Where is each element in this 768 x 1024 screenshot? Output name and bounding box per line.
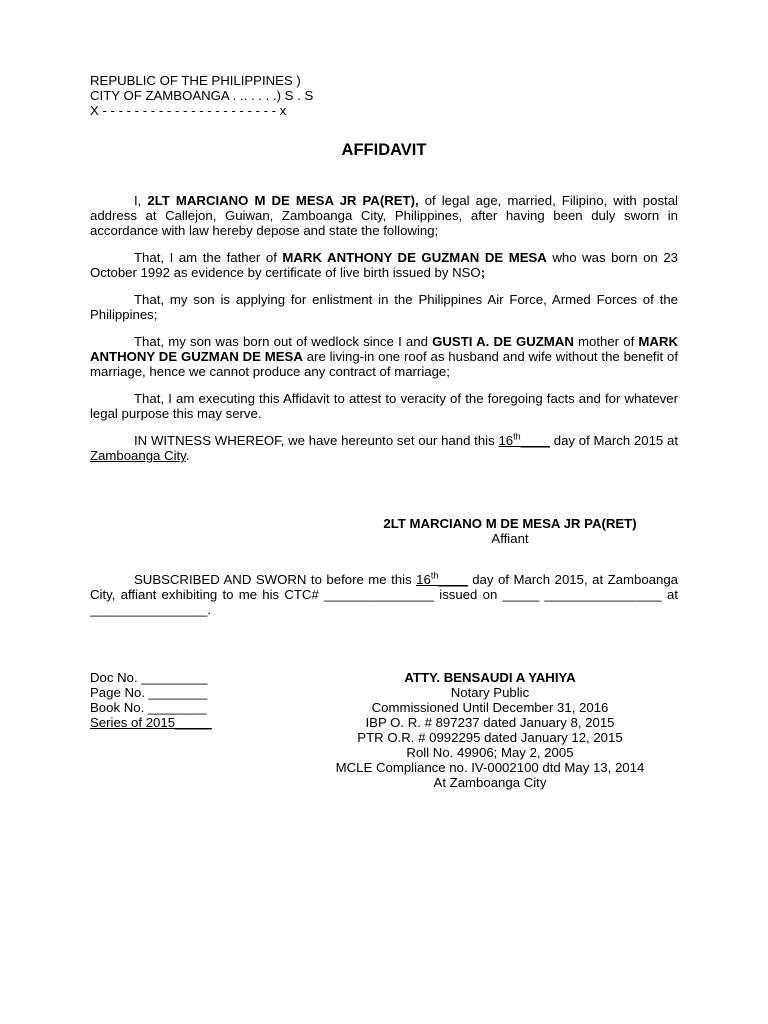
text: are living-in one roof as husband and wife without the benefit of marriage, hence we cannot produce any contract of marriage; <box>90 349 678 379</box>
book-no: Book No. ________ <box>90 700 207 715</box>
witness-day <box>498 433 550 448</box>
affidavit-body <box>90 193 678 463</box>
day-number: 16 <box>498 433 514 448</box>
text: SUBSCRIBED AND SWORN to before me this <box>134 572 417 587</box>
semicolon: ; <box>480 265 486 280</box>
mother-name-bold: GUSTI A. DE GUZMAN <box>432 334 574 349</box>
text: That, my son was born out of wedlock since I and <box>134 334 433 349</box>
text: mother of <box>573 334 639 349</box>
notary-mcle: MCLE Compliance no. IV-0002100 dtd May 13, 2014 <box>335 760 645 775</box>
text: I, <box>134 193 148 208</box>
notary-roll: Roll No. 49906; May 2, 2005 <box>406 745 574 760</box>
notary-name: ATTY. BENSAUDI A YAHIYA <box>404 670 576 685</box>
venue-line-republic: REPUBLIC OF THE PHILIPPINES ) <box>90 73 301 88</box>
paragraph-father <box>90 250 678 280</box>
notarial-register <box>90 670 250 730</box>
series-blank: _____ <box>175 715 212 730</box>
witness-place: Zamboanga City <box>90 448 186 463</box>
paragraph-identity <box>90 193 678 238</box>
affiant-signature-block <box>340 516 680 546</box>
doc-no: Doc No. _________ <box>90 670 208 685</box>
day-suffix: th <box>513 431 521 442</box>
notary-ibp: IBP O. R. # 897237 dated January 8, 2015 <box>365 715 615 730</box>
day-blank: ____ <box>438 572 468 587</box>
jurat-text <box>90 572 678 617</box>
son-name-bold: MARK ANTHONY DE GUZMAN DE MESA <box>90 334 678 364</box>
day-number: 16 <box>416 572 431 587</box>
affiant-name: 2LT MARCIANO M DE MESA JR PA(RET) <box>383 516 637 531</box>
text: . <box>185 448 190 463</box>
jurat <box>90 572 678 617</box>
page-no: Page No. ________ <box>90 685 208 700</box>
notary-location: At Zamboanga City <box>433 775 547 790</box>
text: who was born on 23 October 1992 as evidence by certificate of live birth issued by NSO <box>90 250 678 280</box>
venue-header <box>90 73 390 118</box>
notary-title: Notary Public <box>450 685 530 700</box>
affiant-role: Affiant <box>491 531 529 546</box>
paragraph-witness <box>90 433 678 463</box>
day-blank: ____ <box>520 433 550 448</box>
text: day of March 2015 at <box>549 433 678 448</box>
paragraph-purpose: That, I am executing this Affidavit to attest to veracity of the foregoing facts and for whatever legal purpose this may serve. <box>90 391 678 421</box>
jurat-day <box>416 572 468 587</box>
paragraph-enlistment: That, my son is applying for enlistment in the Philippines Air Force, Armed Forces of the Philippines; <box>90 292 678 322</box>
notary-ptr: PTR O.R. # 0992295 dated January 12, 2015 <box>357 730 623 745</box>
notary-block <box>280 670 700 790</box>
series <box>90 715 250 730</box>
text: day of March 2015, at Zamboanga City, affiant exhibiting to me his CTC# _______________ issued on _____ ________________ at ________________. <box>90 572 679 617</box>
venue-line-city: CITY OF ZAMBOANGA . .. . . . .) S . S <box>90 88 314 103</box>
paragraph-wedlock <box>90 334 678 379</box>
text: That, I am the father of <box>134 250 283 265</box>
venue-line-divider: X - - - - - - - - - - - - - - - - - - - - - - x <box>90 103 287 118</box>
text: IN WITNESS WHEREOF, we have hereunto set our hand this <box>134 433 499 448</box>
notary-commission: Commissioned Until December 31, 2016 <box>371 700 609 715</box>
son-name-bold: MARK ANTHONY DE GUZMAN DE MESA <box>282 250 547 265</box>
day-suffix: th <box>430 570 439 581</box>
document-title: AFFIDAVIT <box>341 141 427 159</box>
text: of legal age, married, Filipino, with postal address at Callejon, Guiwan, Zamboanga City, Philippines, after having been duly sworn in accordance with law hereby depose and state the following; <box>90 193 678 238</box>
series-label: Series of 2015 <box>90 715 176 730</box>
affiant-name-bold: 2LT MARCIANO M DE MESA JR PA(RET), <box>147 193 419 208</box>
series-text <box>90 715 212 730</box>
